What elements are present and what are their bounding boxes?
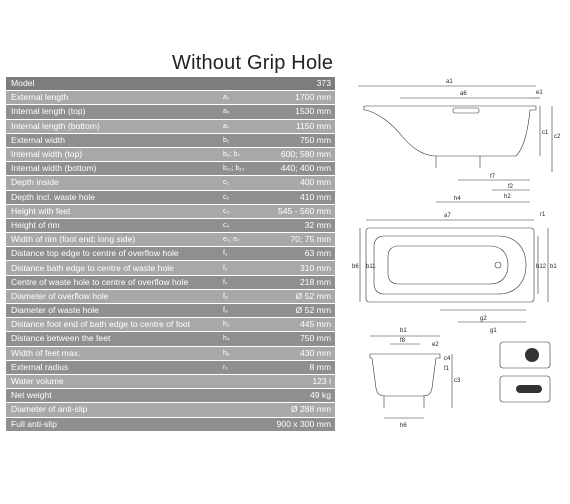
row-value: 400 mm xyxy=(268,176,335,190)
bath-dimension-diagram xyxy=(340,70,568,430)
table-row xyxy=(6,147,335,161)
row-label: Diameter of anti-slip xyxy=(6,403,218,417)
row-symbol xyxy=(218,417,268,431)
table-row xyxy=(6,304,335,318)
row-label: Centre of waste hole to centre of overflow hole xyxy=(6,275,218,289)
svg-text:c2: c2 xyxy=(554,134,561,140)
table-row xyxy=(6,176,335,190)
row-label: External radius xyxy=(6,360,218,374)
row-symbol xyxy=(218,374,268,388)
row-symbol: f₈ xyxy=(218,289,268,303)
row-value: Ø 288 mm xyxy=(268,403,335,417)
table-row xyxy=(6,346,335,360)
svg-text:g2: g2 xyxy=(480,316,487,322)
row-symbol: f₉ xyxy=(218,304,268,318)
table-row xyxy=(6,275,335,289)
table-header-row xyxy=(6,77,335,91)
row-symbol: h₂ xyxy=(218,318,268,332)
row-symbol: c₄ xyxy=(218,218,268,232)
row-label: External length xyxy=(6,91,218,105)
table-row xyxy=(6,119,335,133)
row-symbol xyxy=(218,403,268,417)
row-symbol: f₂ xyxy=(218,261,268,275)
table-row xyxy=(6,233,335,247)
table-row xyxy=(6,204,335,218)
row-label: External width xyxy=(6,133,218,147)
svg-text:b1: b1 xyxy=(400,328,407,334)
row-symbol: h₄ xyxy=(218,332,268,346)
row-label: Internal length (bottom) xyxy=(6,119,218,133)
row-label: Water volume xyxy=(6,374,218,388)
svg-text:c4: c4 xyxy=(444,356,451,362)
table-row xyxy=(6,374,335,388)
row-value: 410 mm xyxy=(268,190,335,204)
svg-text:b11: b11 xyxy=(366,264,376,270)
svg-text:r1: r1 xyxy=(540,212,546,218)
row-symbol: f₇ xyxy=(218,275,268,289)
svg-text:b1: b1 xyxy=(550,264,557,270)
row-label: Distance between the feet xyxy=(6,332,218,346)
row-label: Diameter of overflow hole xyxy=(6,289,218,303)
row-label: Depth inside xyxy=(6,176,218,190)
technical-drawing xyxy=(340,70,568,430)
row-label: Width of rim (foot end; long side) xyxy=(6,233,218,247)
row-label: Internal width (top) xyxy=(6,147,218,161)
row-value: 430 mm xyxy=(268,346,335,360)
row-value: 218 mm xyxy=(268,275,335,289)
row-label: Internal length (top) xyxy=(6,105,218,119)
table-row xyxy=(6,162,335,176)
svg-text:h2: h2 xyxy=(504,194,511,200)
row-symbol: c₁ xyxy=(218,176,268,190)
table-row xyxy=(6,105,335,119)
row-label: Net weight xyxy=(6,389,218,403)
row-symbol xyxy=(218,389,268,403)
row-value: 49 kg xyxy=(268,389,335,403)
svg-text:f1: f1 xyxy=(444,366,450,372)
row-symbol: a₁ xyxy=(218,91,268,105)
svg-text:c1: c1 xyxy=(542,130,549,136)
row-value: Ø 52 mm xyxy=(268,304,335,318)
bath-side-view xyxy=(364,106,536,156)
row-value: 310 mm xyxy=(268,261,335,275)
row-label: Diameter of waste hole xyxy=(6,304,218,318)
row-symbol: h₆ xyxy=(218,346,268,360)
row-symbol: b₆; b₇ xyxy=(218,147,268,161)
row-value: 900 x 300 mm xyxy=(268,417,335,431)
row-value: 750 mm xyxy=(268,133,335,147)
row-label: Distance bath edge to centre of waste hole xyxy=(6,261,218,275)
row-value: 123 l xyxy=(268,374,335,388)
table-row xyxy=(6,133,335,147)
row-value: 63 mm xyxy=(268,247,335,261)
svg-text:a7: a7 xyxy=(444,213,451,219)
row-label: Distance top edge to centre of overflow hole xyxy=(6,247,218,261)
row-label: Height with feet xyxy=(6,204,218,218)
row-value: 1150 mm xyxy=(268,119,335,133)
row-symbol: b₁ xyxy=(218,133,268,147)
row-value: 1700 mm xyxy=(268,91,335,105)
table-row xyxy=(6,332,335,346)
table-row xyxy=(6,360,335,374)
row-symbol: e₁; e₂ xyxy=(218,233,268,247)
full-anti-slip-mark xyxy=(516,385,542,393)
table-row xyxy=(6,289,335,303)
table-row xyxy=(6,218,335,232)
svg-text:f2: f2 xyxy=(508,184,514,190)
row-symbol: c₃ xyxy=(218,204,268,218)
row-value: 373 xyxy=(268,77,335,91)
row-symbol xyxy=(218,77,268,91)
svg-text:e2: e2 xyxy=(432,342,439,348)
table-row xyxy=(6,261,335,275)
row-symbol: f₁ xyxy=(218,247,268,261)
row-label: Height of rim xyxy=(6,218,218,232)
row-value: 545 - 560 mm xyxy=(268,204,335,218)
row-symbol: r₁ xyxy=(218,360,268,374)
page-title: Without Grip Hole xyxy=(172,52,334,74)
table-row xyxy=(6,417,335,431)
row-value: 32 mm xyxy=(268,218,335,232)
row-label: Internal width (bottom) xyxy=(6,162,218,176)
svg-text:a6: a6 xyxy=(460,91,467,97)
round-anti-slip-mark xyxy=(525,348,539,362)
row-label: Distance foot end of bath edge to centre of foot xyxy=(6,318,218,332)
specification-table xyxy=(6,77,335,432)
svg-text:a1: a1 xyxy=(446,79,453,85)
table-row xyxy=(6,318,335,332)
row-symbol: b₁₁; b₁₂ xyxy=(218,162,268,176)
overflow-slot xyxy=(453,108,479,113)
row-value: Ø 52 mm xyxy=(268,289,335,303)
svg-text:e1: e1 xyxy=(536,90,543,96)
row-value: 600; 580 mm xyxy=(268,147,335,161)
row-symbol: a₆ xyxy=(218,105,268,119)
table-row xyxy=(6,91,335,105)
row-value: 70; 75 mm xyxy=(268,233,335,247)
svg-text:h6: h6 xyxy=(400,423,407,429)
svg-text:f7: f7 xyxy=(490,174,496,180)
svg-text:c3: c3 xyxy=(454,378,461,384)
svg-text:g1: g1 xyxy=(490,328,497,334)
row-label: Model xyxy=(6,77,218,91)
row-symbol: a₇ xyxy=(218,119,268,133)
bath-end-view xyxy=(370,354,440,396)
svg-text:f8: f8 xyxy=(400,338,406,344)
row-label: Full anti-slip xyxy=(6,417,218,431)
row-value: 8 mm xyxy=(268,360,335,374)
bath-inner-basin xyxy=(374,236,526,294)
table-row xyxy=(6,403,335,417)
svg-text:h4: h4 xyxy=(454,196,461,202)
svg-text:b6: b6 xyxy=(352,264,359,270)
row-label: Width of feet max. xyxy=(6,346,218,360)
row-value: 440; 400 mm xyxy=(268,162,335,176)
row-value: 445 mm xyxy=(268,318,335,332)
row-label: Depth incl. waste hole xyxy=(6,190,218,204)
row-value: 1530 mm xyxy=(268,105,335,119)
bath-top-view xyxy=(366,228,534,302)
table-row xyxy=(6,190,335,204)
row-symbol: c₂ xyxy=(218,190,268,204)
row-value: 750 mm xyxy=(268,332,335,346)
svg-text:b12: b12 xyxy=(536,264,547,270)
table-row xyxy=(6,247,335,261)
table-row xyxy=(6,389,335,403)
